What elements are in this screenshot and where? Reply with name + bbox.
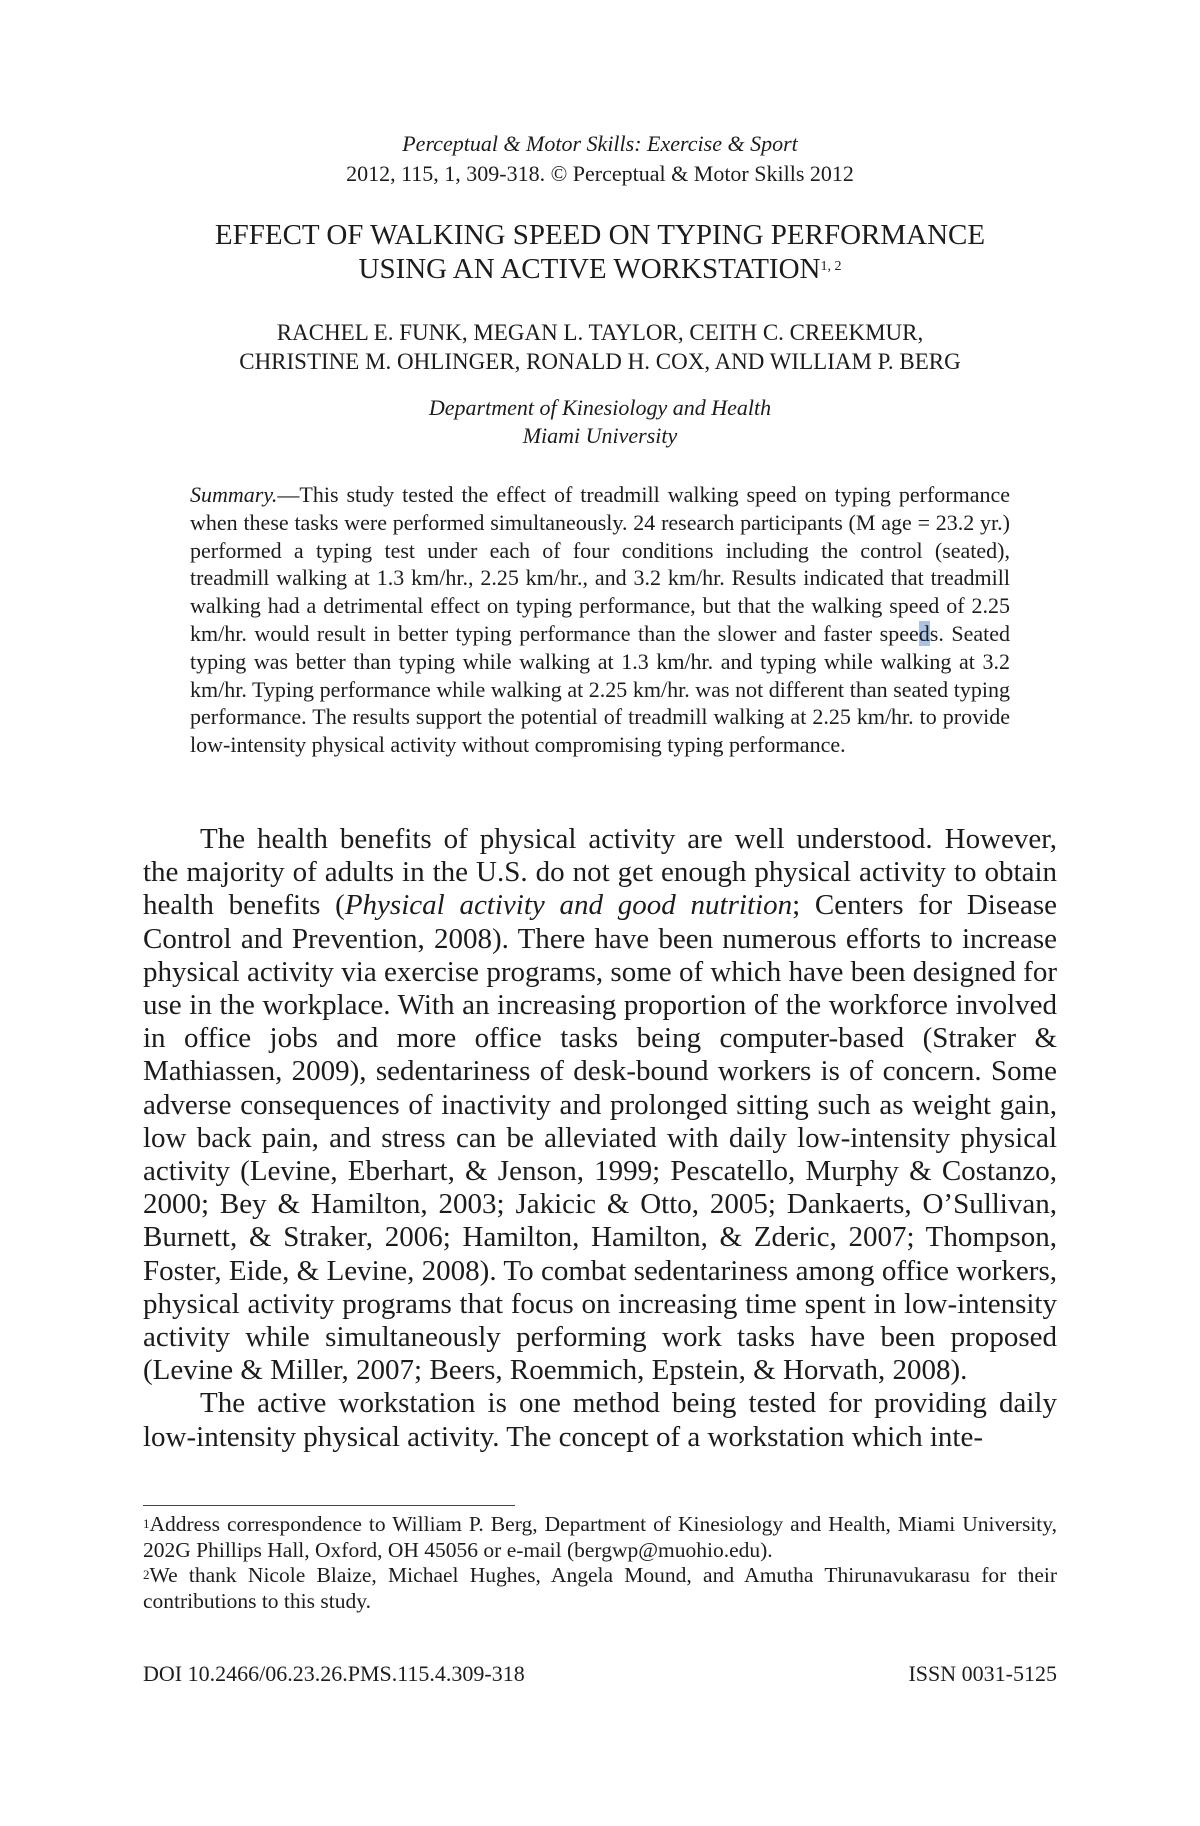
footnotes [143, 1512, 1057, 1614]
body-paragraph-1 [143, 823, 1057, 1387]
university: Miami University [522, 423, 678, 448]
department: Department of Kinesiology and Health [428, 395, 772, 420]
paper-title [0, 218, 1200, 286]
title-line-1: EFFECT OF WALKING SPEED ON TYPING PERFORMANCE [214, 219, 986, 251]
footnote-2 [143, 1563, 1057, 1614]
footnote-divider [143, 1505, 515, 1506]
footnote-2-mark: 2 [143, 1567, 150, 1582]
footnote-1 [143, 1512, 1057, 1563]
footnote-2-text: We thank Nicole Blaize, Michael Hughes, Angela Mound, and Amutha Thirunavukarasu for their contributions to this study. [143, 1563, 1057, 1613]
summary-label: Summary. [190, 482, 278, 507]
author-list [0, 318, 1200, 376]
authors-line-2: CHRISTINE M. OHLINGER, RONALD H. COX, AND WILLIAM P. BERG [239, 349, 961, 374]
footnote-1-mark: 1 [143, 1516, 150, 1531]
text-selection-highlight[interactable]: d [918, 620, 930, 646]
footnote-1-text: Address correspondence to William P. Berg, Department of Kinesiology and Health, Miami University, 202G Phillips Hall, Oxford, OH 45056 or e-mail (bergwp@muohio.edu). [143, 1512, 1057, 1562]
summary-text-start: —This study tested the effect of treadmill walking speed on typing performance when these tasks were performed simultaneously. 24 research participants (M age = 23.2 yr.) performed a typing test under each of four conditions including the control (seated), treadmill walking at 1.3 km/hr., 2.25 km/hr., and 3.2 km/hr. Results indicated that treadmill walking had a detrimental effect on typing performance, but that the walking speed of 2.25 km/hr. would result in better typing performance than the slower and faster spee [190, 482, 1010, 646]
body-paragraph-2: The active workstation is one method being tested for providing daily low-intensity physical activity. The concept of a workstation which inte- [143, 1387, 1057, 1453]
title-line-2 [0, 252, 1200, 286]
body-text [143, 823, 1057, 1454]
title-line-2-text: USING AN ACTIVE WORKSTATION [358, 253, 821, 285]
summary-abstract [190, 481, 1010, 759]
p1-italic-title: Physical activity and good nutrition [344, 889, 793, 922]
p1-start: The health benefits of physical activity are well understood. However, the majority of adults in the U.S. do not get enough physical activity to obtain health benefits ( [143, 823, 1057, 922]
doi: DOI 10.2466/06.23.26.PMS.115.4.309-318 [143, 1661, 525, 1686]
p1-end: ; Centers for Disease Control and Prevention, 2008). There have been numerous efforts to increase physical activity via exercise programs, some of which have been designed for use in the workplace. With an increasing proportion of the workforce involved in office jobs and more office tasks being computer-based (Straker & Mathiassen, 2009), sedentariness of desk-bound workers is of concern. Some adverse consequences of inactivity and prolonged sitting such as weight gain, low back pain, and stress can be alleviated with daily low-intensity physical activity (Levine, Eberhart, & Jenson, 1999; Pescatello, Murphy & Costanzo, 2000; Bey & Hamilton, 2003; Jakicic & Otto, 2005; Dankaerts, O’Sullivan, Burnett, & Straker, 2006; Hamilton, Hamilton, & Zderic, 2007; Thompson, Foster, Eide, & Levine, 2008). To combat sedentariness among office workers, physical activity programs that focus on increasing time spent in low-intensity activity while simultaneously performing work tasks have been proposed (Levine & Miller, 2007; Beers, Roemmich, Epstein, & Horvath, 2008). [143, 889, 1057, 1387]
affiliation [0, 394, 1200, 450]
citation-line: 2012, 115, 1, 309-318. © Perceptual & Motor Skills 2012 [346, 161, 854, 186]
summary-text-end: s. Seated typing was better than typing while walking at 1.3 km/hr. and typing while walking at 3.2 km/hr. Typing performance while walking at 2.25 km/hr. was not different than seated typing performance. The results support the potential of treadmill walking at 2.25 km/hr. to provide low-intensity physical activity without compromising typing performance. [190, 620, 1010, 758]
issn: ISSN 0031-5125 [908, 1661, 1057, 1686]
title-footnote-marks: 1, 2 [820, 259, 842, 274]
journal-name: Perceptual & Motor Skills: Exercise & Sport [402, 131, 798, 156]
authors-line-1: RACHEL E. FUNK, MEGAN L. TAYLOR, CEITH C. CREEKMUR, [276, 320, 924, 345]
